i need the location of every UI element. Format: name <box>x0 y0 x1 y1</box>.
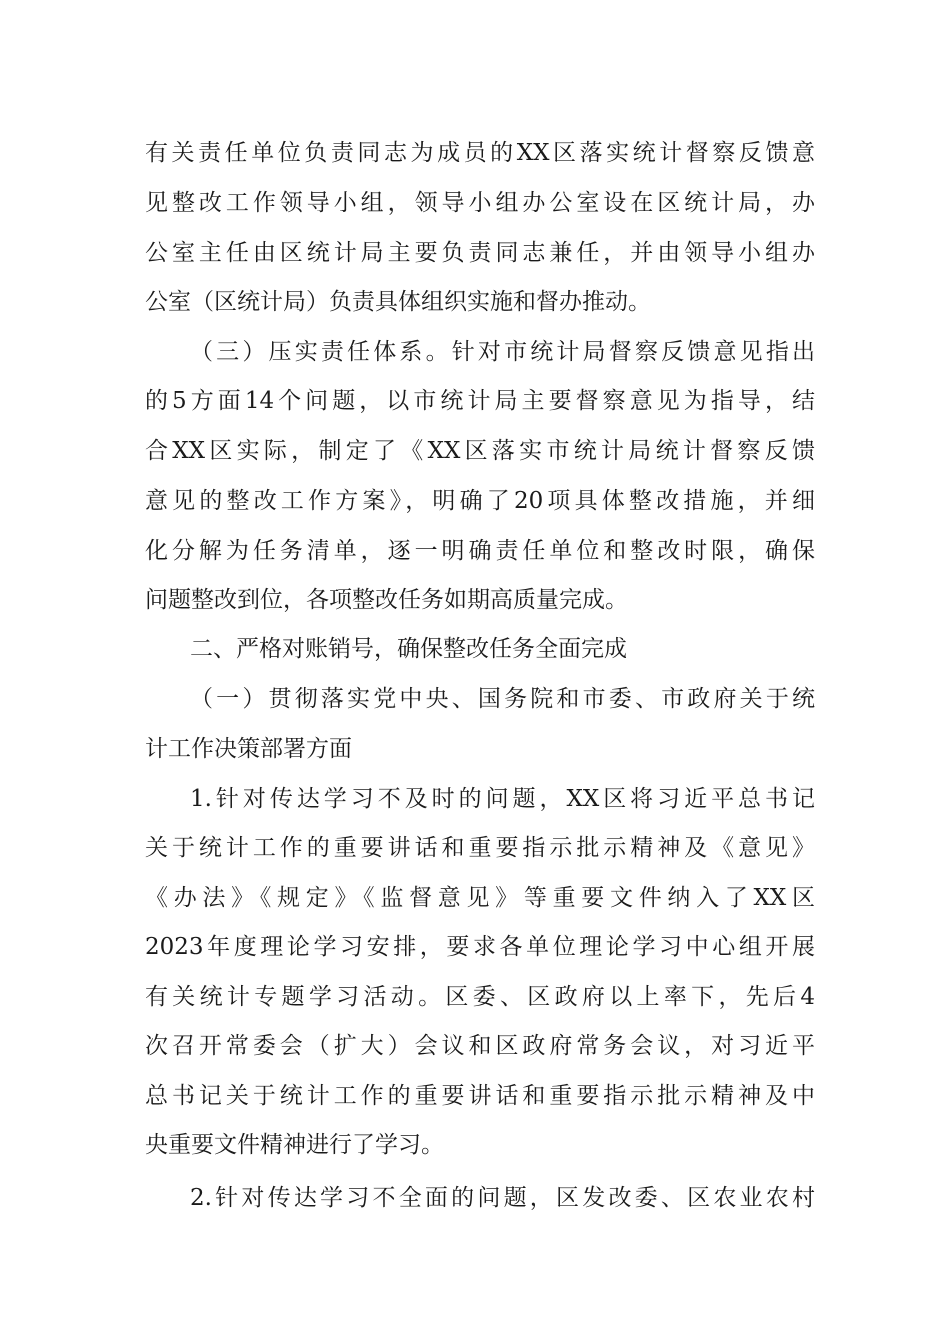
body-text-line: 次召开常委会（扩大）会议和区政府常务会议，对习近平 <box>145 1033 815 1059</box>
subsection-heading-line: （一）贯彻落实党中央、国务院和市委、市政府关于统 <box>190 686 815 712</box>
body-text-line: 有关责任单位负责同志为成员的XX区落实统计督察反馈意 <box>145 140 815 166</box>
body-text-line: 2023年度理论学习安排，要求各单位理论学习中心组开展 <box>145 934 815 960</box>
section-heading-line: （三）压实责任体系。针对市统计局督察反馈意见指出 <box>190 339 815 365</box>
body-text-line: 《办法》《规定》《监督意见》等重要文件纳入了XX区 <box>145 885 815 911</box>
body-text-line: 关于统计工作的重要讲话和重要指示批示精神及《意见》 <box>145 835 815 861</box>
body-text-line: 意见的整改工作方案》，明确了20项具体整改措施，并细 <box>145 488 815 514</box>
body-text-line: 2.针对传达学习不全面的问题，区发改委、区农业农村 <box>190 1185 815 1211</box>
body-text-line: 公室主任由区统计局主要负责同志兼任，并由领导小组办 <box>145 240 815 266</box>
body-text-line: 合XX区实际，制定了《XX区落实市统计局统计督察反馈 <box>145 438 815 464</box>
body-text-line: 问题整改到位，各项整改任务如期高质量完成。 <box>145 587 628 613</box>
body-text-line: 有关统计专题学习活动。区委、区政府以上率下，先后4 <box>145 984 815 1010</box>
body-text-line: 央重要文件精神进行了学习。 <box>145 1132 444 1158</box>
subsection-heading-line: 计工作决策部署方面 <box>145 736 352 762</box>
body-text-line: 1.针对传达学习不及时的问题，XX区将习近平总书记 <box>190 786 815 812</box>
body-text-line: 公室（区统计局）负责具体组织实施和督办推动。 <box>145 289 651 315</box>
chapter-heading: 二、严格对账销号，确保整改任务全面完成 <box>190 636 627 662</box>
body-text-line: 化分解为任务清单，逐一明确责任单位和整改时限，确保 <box>145 538 815 564</box>
body-text-line: 见整改工作领导小组，领导小组办公室设在区统计局，办 <box>145 190 815 216</box>
body-text-line: 总书记关于统计工作的重要讲话和重要指示批示精神及中 <box>145 1083 815 1109</box>
body-text-line: 的5方面14个问题，以市统计局主要督察意见为指导，结 <box>145 388 815 414</box>
